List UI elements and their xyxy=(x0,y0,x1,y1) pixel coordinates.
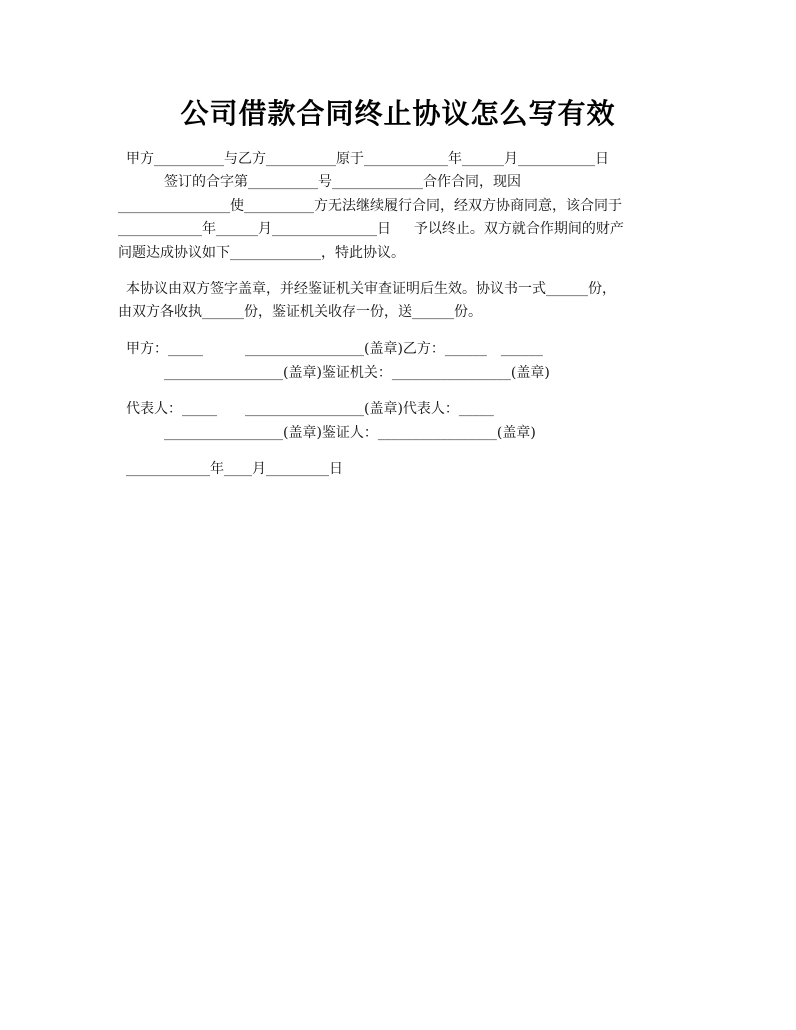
signature-block-2-line-2: _________________(盖章)鉴证人：_________________(盖章) xyxy=(164,425,536,441)
signature-block-1-line-2: _________________(盖章)鉴证机关：_________________(盖章) xyxy=(164,365,550,381)
signature-block-2-line-1: 代表人：_____ _________________(盖章)代表人：_____ xyxy=(126,401,494,417)
date-line: ____________年____月_________日 xyxy=(126,461,343,477)
paragraph-1-line-5: 问题达成协议如下_____________，特此协议。 xyxy=(118,245,405,261)
paragraph-1-line-4: ____________年______月_______________日 予以终止。双方就合作期间的财产 xyxy=(118,221,624,237)
paragraph-1-line-3: ________________使__________方无法继续履行合同，经双方协商同意，该合同于 xyxy=(118,198,622,214)
paragraph-1-line-1: 甲方__________与乙方__________原于____________年______月___________日 xyxy=(126,151,609,167)
paragraph-2-line-2: 由双方各收执______份，鉴证机关收存一份，送______份。 xyxy=(118,304,482,320)
document-title: 公司借款合同终止协议怎么写有效 xyxy=(180,97,616,130)
paragraph-1-line-2: 签订的合字第__________号_____________合作合同，现因 xyxy=(164,174,521,190)
paragraph-2-line-1: 本协议由双方签字盖章，并经鉴证机关审查证明后生效。协议书一式______份， xyxy=(126,281,616,297)
signature-block-1-line-1: 甲方：_____ _________________(盖章)乙方：______ ______ xyxy=(126,341,543,357)
